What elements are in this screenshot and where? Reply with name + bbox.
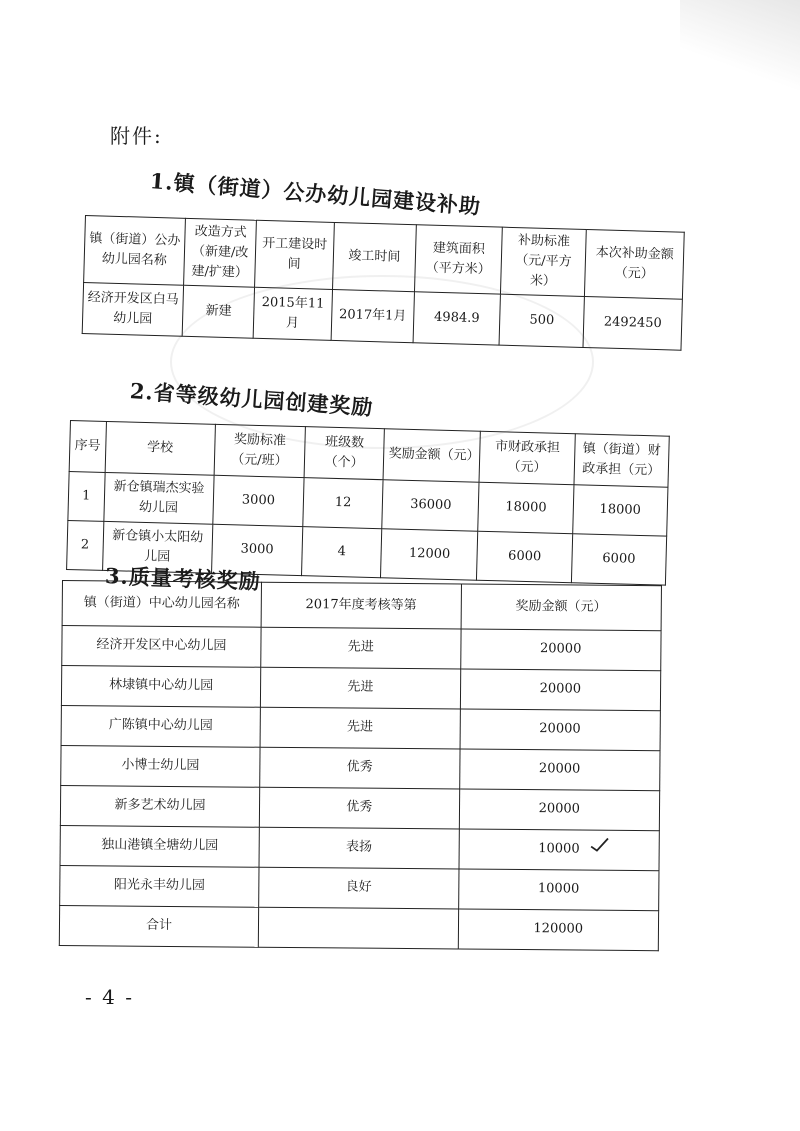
- table-row: [60, 825, 659, 870]
- section1-title: 1.镇（街道）公办幼儿园建设补助: [148, 168, 482, 220]
- header-cell: 奖励标准（元/班）: [214, 424, 305, 477]
- table-row: [61, 745, 660, 790]
- header-cell: 序号: [69, 421, 106, 473]
- table-cell: 阳光永丰幼儿园: [60, 865, 259, 907]
- table-cell: 新多艺术幼儿园: [60, 785, 259, 827]
- table-cell: 先进: [260, 667, 460, 709]
- table-row: [61, 705, 660, 750]
- table-cell: 3000: [213, 475, 304, 526]
- table-cell: 表扬: [259, 827, 459, 869]
- table-cell: 3000: [212, 524, 303, 575]
- header-cell: 建筑面积（平方米）: [415, 225, 503, 294]
- header-cell: 开工建设时间: [255, 220, 334, 289]
- table-cell: 新仓镇瑞杰实验幼儿园: [103, 472, 214, 524]
- table-cell: 6000: [571, 534, 667, 585]
- section1-table: [82, 215, 685, 351]
- table-cell: 10000: [458, 869, 659, 911]
- table-cell: 20000: [459, 749, 660, 791]
- header-cell: 市财政承担（元）: [479, 431, 575, 484]
- section3-table: [59, 580, 662, 951]
- table-cell: 新仓镇小太阳幼儿园: [102, 521, 213, 573]
- table-cell: 先进: [260, 707, 460, 749]
- table-cell: 经济开发区中心幼儿园: [62, 626, 261, 668]
- table-cell: 新建: [182, 285, 255, 338]
- table-cell: 18000: [572, 485, 668, 536]
- table-cell: 6000: [477, 531, 572, 582]
- header-cell: 改造方式（新建/改建/扩建）: [184, 218, 257, 287]
- table-cell: 小博士幼儿园: [61, 745, 260, 787]
- table-cell: 18000: [478, 482, 573, 533]
- table-cell: 2: [67, 520, 104, 570]
- table-row: [62, 626, 661, 671]
- page-number: - 4 -: [85, 985, 134, 1009]
- table-cell: 2015年11月: [253, 287, 332, 340]
- table-cell: 4984.9: [413, 292, 500, 345]
- header-cell: 奖励金额（元）: [383, 429, 480, 482]
- annex-label: 附件:: [110, 124, 163, 148]
- header-cell: 本次补助金额（元）: [585, 230, 685, 300]
- table-row: [60, 785, 659, 830]
- section2-table: [66, 420, 670, 586]
- header-cell: 镇（街道）中心幼儿园名称: [62, 581, 261, 628]
- table-cell: 20000: [459, 789, 660, 831]
- table-cell: 优秀: [260, 747, 460, 789]
- header-cell: 补助标准（元/平方米）: [500, 227, 586, 296]
- table-row: [60, 865, 659, 910]
- header-cell: 奖励金额（元）: [461, 584, 662, 631]
- header-cell: 镇（街道）公办幼儿园名称: [84, 216, 186, 286]
- header-cell: 学校: [105, 421, 216, 475]
- total-grade: [258, 907, 458, 949]
- table-cell: 500: [499, 294, 585, 347]
- table-cell: 林埭镇中心幼儿园: [61, 666, 260, 708]
- header-cell: 班级数（个）: [304, 427, 385, 480]
- total-label: 合计: [59, 905, 258, 947]
- table-cell: 2017年1月: [331, 289, 415, 342]
- table-cell: 优秀: [259, 787, 459, 829]
- header-cell: 镇（街道）财政承担（元）: [574, 434, 670, 487]
- table-row: [61, 666, 660, 711]
- table-header-row: [62, 581, 661, 631]
- table-cell: 1: [68, 471, 105, 521]
- header-cell: 竣工时间: [332, 222, 417, 291]
- table-cell: 经济开发区白马幼儿园: [82, 282, 183, 336]
- table-cell: 12: [303, 478, 384, 529]
- scan-shadow: [680, 0, 800, 110]
- table-cell: 20000: [460, 669, 661, 711]
- table-cell: 2492450: [583, 296, 682, 350]
- table-cell: 12000: [381, 529, 478, 580]
- table-cell: 20000: [460, 629, 661, 671]
- table-cell: 良好: [259, 867, 459, 909]
- table-cell: 广陈镇中心幼儿园: [61, 705, 260, 747]
- total-row: [59, 905, 658, 950]
- total-amount: 120000: [458, 909, 659, 951]
- table-cell: 10000: [459, 829, 660, 871]
- section2-title: 2.省等级幼儿园创建奖励: [129, 378, 375, 420]
- table-cell: 20000: [460, 709, 661, 751]
- table-cell: 4: [301, 527, 382, 578]
- table-cell: 36000: [382, 480, 479, 531]
- section3-title: 3.质量考核奖励: [104, 563, 262, 594]
- header-cell: 2017年度考核等第: [261, 582, 461, 629]
- table-cell: 先进: [261, 627, 461, 669]
- table-cell: 独山港镇全塘幼儿园: [60, 825, 259, 867]
